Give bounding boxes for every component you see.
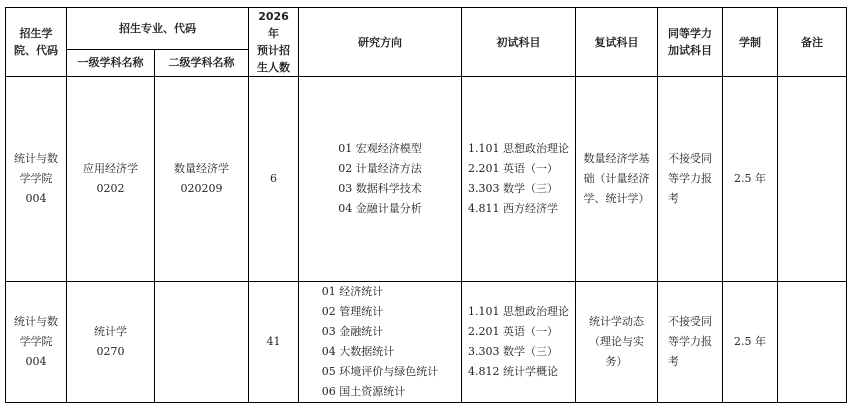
- header-enroll-line: 生人数: [257, 61, 290, 74]
- table-row: [6, 77, 847, 282]
- enroll-cell: 41: [249, 282, 299, 403]
- level1-name: 统计学: [94, 325, 127, 338]
- equiv-line: 不接受同: [668, 152, 712, 165]
- header-direction: 研究方向: [299, 8, 462, 77]
- notes-cell: [778, 77, 847, 282]
- equiv-line: 等学力报: [668, 172, 712, 185]
- retest-line: 数量经济学基: [583, 152, 650, 165]
- header-level2: 二级学科名称: [155, 49, 249, 76]
- header-equiv-line: 同等学力: [668, 27, 712, 40]
- retest-line: 统计学动态: [589, 315, 644, 328]
- equiv-cell: [658, 77, 723, 282]
- level1-cell: [67, 282, 155, 403]
- retest-cell: [576, 282, 658, 403]
- level2-cell: [155, 282, 249, 403]
- direction-cell: [299, 282, 462, 403]
- direction-item: 02 计量经济方法: [338, 162, 422, 175]
- table-row: [6, 282, 847, 403]
- prelim-cell: [462, 77, 576, 282]
- level1-cell: [67, 77, 155, 282]
- level1-code: 0202: [96, 182, 125, 195]
- level2-cell: [155, 77, 249, 282]
- college-cell: [6, 77, 67, 282]
- retest-line: 务）: [605, 355, 628, 368]
- direction-cell: [299, 77, 462, 282]
- enroll-cell: 6: [249, 77, 299, 282]
- college-line: 统计与数: [14, 315, 58, 328]
- direction-item: 03 数据科学技术: [338, 182, 422, 195]
- equiv-cell: [658, 282, 723, 403]
- equiv-line: 考: [668, 355, 679, 368]
- header-enroll: [249, 8, 299, 77]
- duration-cell: 2.5 年: [723, 282, 778, 403]
- header-retest: 复试科目: [576, 8, 658, 77]
- direction-item: 01 宏观经济模型: [338, 142, 422, 155]
- header-level1: 一级学科名称: [67, 49, 155, 76]
- level2-name: 数量经济学: [174, 162, 229, 175]
- direction-item: 03 金融统计: [321, 325, 384, 338]
- equiv-line: 等学力报: [668, 335, 712, 348]
- direction-item: 05 环境评价与绿色统计: [321, 365, 439, 378]
- prelim-item: 3.303 数学（三）: [468, 182, 558, 195]
- header-major-group: 招生专业、代码: [67, 8, 249, 50]
- equiv-line: 不接受同: [668, 315, 712, 328]
- level1-code: 0270: [96, 345, 125, 358]
- header-notes: 备注: [778, 8, 847, 77]
- direction-item: 04 金融计量分析: [338, 202, 422, 215]
- college-line: 学学院: [19, 172, 53, 185]
- direction-item: 01 经济统计: [321, 285, 384, 298]
- header-equiv-line: 加试科目: [668, 44, 712, 57]
- retest-cell: [576, 77, 658, 282]
- prelim-cell: [462, 282, 576, 403]
- header-college: [6, 8, 67, 77]
- header-enroll-line: 预计招: [257, 44, 290, 57]
- notes-cell: [778, 282, 847, 403]
- header-duration: 学制: [723, 8, 778, 77]
- prelim-item: 2.201 英语（一）: [468, 325, 558, 338]
- retest-line: 学、统计学）: [583, 192, 650, 205]
- header-equiv: [658, 8, 723, 77]
- prelim-item: 1.101 思想政治理论: [468, 142, 569, 155]
- prelim-item: 1.101 思想政治理论: [468, 305, 569, 318]
- header-college-line: 院、代码: [14, 44, 58, 57]
- admissions-table: [5, 7, 847, 403]
- prelim-item: 4.812 统计学概论: [468, 365, 558, 378]
- prelim-item: 4.811 西方经济学: [468, 202, 558, 215]
- header-prelim: 初试科目: [462, 8, 576, 77]
- duration-cell: 2.5 年: [723, 77, 778, 282]
- retest-line: （理论与实: [589, 335, 644, 348]
- prelim-item: 2.201 英语（一）: [468, 162, 558, 175]
- college-line: 统计与数: [14, 152, 58, 165]
- college-line: 004: [25, 355, 47, 368]
- header-enroll-line: 2026 年: [258, 10, 289, 40]
- direction-item: 02 管理统计: [321, 305, 384, 318]
- equiv-line: 考: [668, 192, 679, 205]
- prelim-item: 3.303 数学（三）: [468, 345, 558, 358]
- level2-code: 020209: [180, 182, 223, 195]
- direction-item: 06 国土资源统计: [321, 385, 406, 398]
- header-college-line: 招生学: [19, 27, 53, 40]
- header-row: [6, 8, 847, 50]
- college-line: 004: [25, 192, 47, 205]
- level1-name: 应用经济学: [83, 162, 138, 175]
- college-line: 学学院: [19, 335, 53, 348]
- direction-item: 04 大数据统计: [321, 345, 395, 358]
- retest-line: 础（计量经济: [583, 172, 650, 185]
- college-cell: [6, 282, 67, 403]
